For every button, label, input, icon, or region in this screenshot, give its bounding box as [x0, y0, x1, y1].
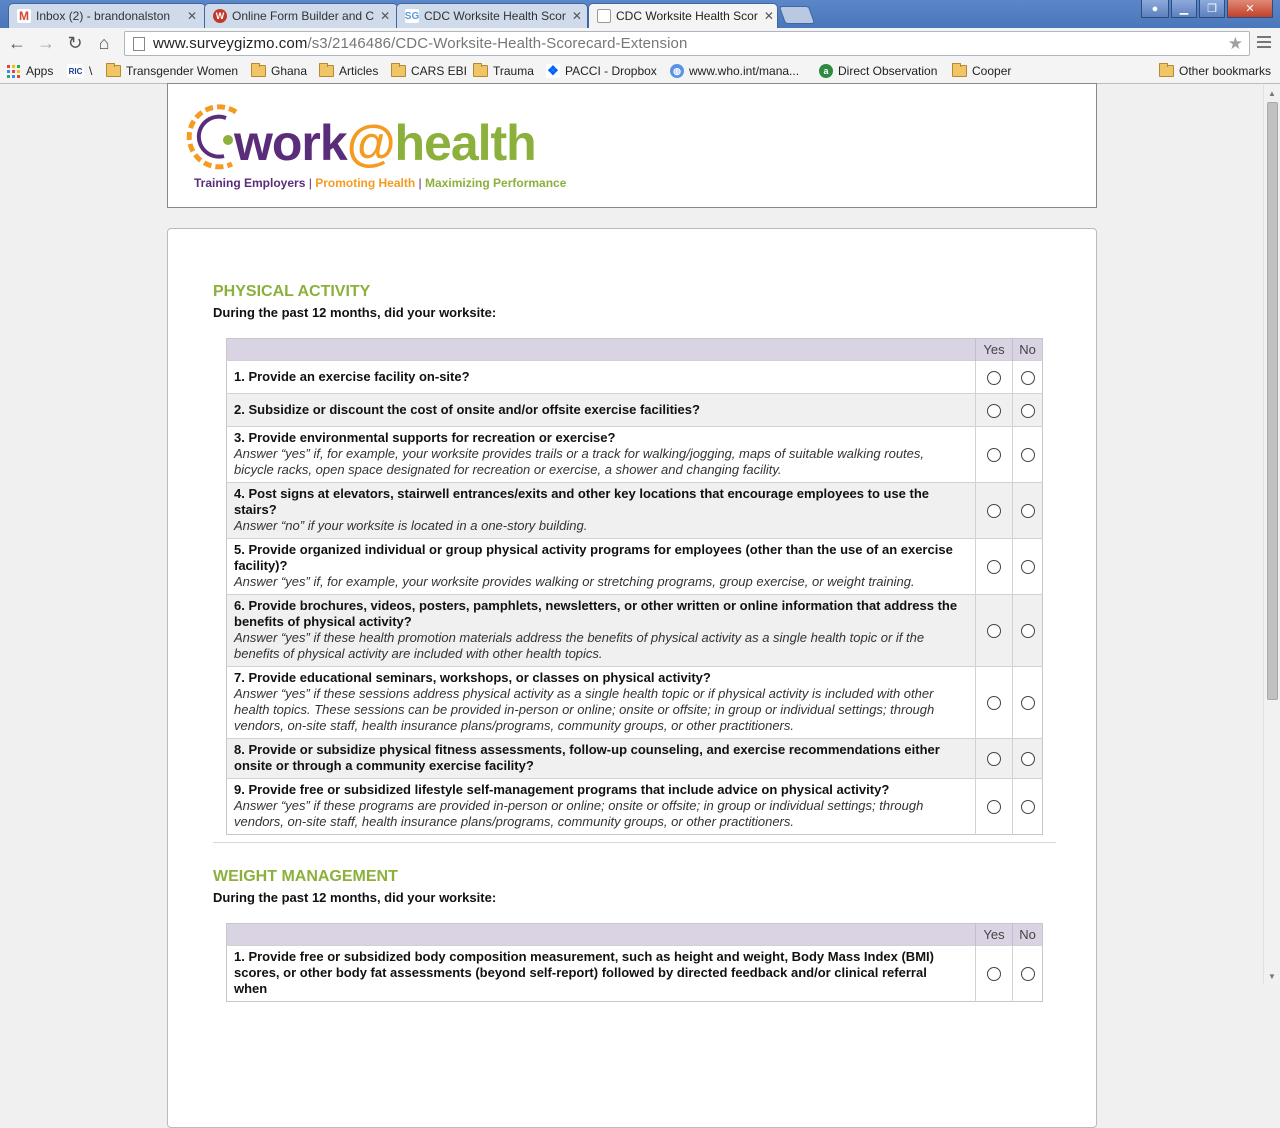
logo-wordmark: work@health [234, 115, 536, 171]
question-cell: 1. Provide an exercise facility on-site? [227, 361, 976, 394]
tab-title: Online Form Builder and C [232, 9, 375, 23]
no-option[interactable] [1013, 394, 1043, 427]
no-radio[interactable] [1021, 448, 1035, 462]
yes-option[interactable] [976, 595, 1013, 667]
scrollbar-thumb[interactable] [1267, 102, 1278, 700]
folder-icon [391, 65, 406, 77]
question-cell: 5. Provide organized individual or group physical activity programs for employees (other than the use of an exercise facility)? Answer “yes” if, for example, your worksite provides walking or stretching programs, group exercise, or weight training. [227, 539, 976, 595]
close-icon[interactable]: ✕ [186, 9, 197, 23]
window-close-button[interactable]: ✕ [1227, 0, 1273, 18]
no-radio[interactable] [1021, 696, 1035, 710]
surveygizmo-icon: SG [404, 10, 420, 22]
vertical-scrollbar[interactable] [1263, 85, 1280, 984]
yes-option[interactable] [976, 483, 1013, 539]
table-row [227, 595, 1043, 667]
no-radio[interactable] [1021, 371, 1035, 385]
close-icon[interactable]: ✕ [380, 9, 391, 23]
no-option[interactable] [1013, 595, 1043, 667]
no-radio[interactable] [1021, 967, 1035, 981]
dropbox-icon: ❖ [547, 63, 559, 78]
bookmark-ghana[interactable]: Ghana [251, 62, 307, 80]
no-option[interactable] [1013, 539, 1043, 595]
no-option[interactable] [1013, 739, 1043, 779]
menu-icon[interactable] [1257, 36, 1271, 51]
physical-activity-table [226, 338, 1043, 835]
browser-toolbar [0, 28, 1280, 58]
yes-column-header: Yes [976, 924, 1013, 946]
scroll-down-icon[interactable]: ▼ [1268, 971, 1276, 981]
question-cell: 3. Provide environmental supports for recreation or exercise? Answer “yes” if, for example, your worksite provides trails or a track for walking/jogging, maps of suitable walking routes, bicycle racks, open space designated for recreation or exercise, a shower and changing facility. [227, 427, 976, 483]
question-cell: 6. Provide brochures, videos, posters, pamphlets, newsletters, or other written or online information that address the benefits of physical activity? Answer “yes” if these health promotion materials address the benefits of physical activity as a single health topic or if the benefits of physical activity are included with other health topics. [227, 595, 976, 667]
bookmark-transgender-women[interactable]: Transgender Women [106, 62, 238, 80]
minimize-button[interactable]: ▁ [1171, 0, 1197, 18]
folder-icon [473, 65, 488, 77]
bookmark-trauma[interactable]: Trauma [473, 62, 534, 80]
page-icon [597, 9, 611, 23]
close-icon[interactable]: ✕ [763, 9, 774, 23]
tab-title: Inbox (2) - brandonalston [36, 9, 171, 23]
yes-option[interactable] [976, 667, 1013, 739]
question-cell: 2. Subsidize or discount the cost of onsite and/or offsite exercise facilities? [227, 394, 976, 427]
maximize-button[interactable]: ❐ [1199, 0, 1225, 18]
yes-option[interactable] [976, 427, 1013, 483]
yes-option[interactable] [976, 946, 1013, 1002]
yes-option[interactable] [976, 779, 1013, 835]
ric-icon: RIC [67, 64, 84, 78]
no-radio[interactable] [1021, 752, 1035, 766]
table-row [227, 779, 1043, 835]
yes-radio[interactable] [987, 696, 1001, 710]
no-radio[interactable] [1021, 404, 1035, 418]
bookmark-cars-ebi[interactable]: CARS EBI [391, 62, 467, 80]
survey-body [167, 228, 1097, 1128]
no-option[interactable] [1013, 483, 1043, 539]
page-viewport [0, 85, 1263, 996]
folder-icon [319, 65, 334, 77]
section-title-physical-activity: PHYSICAL ACTIVITY [213, 283, 371, 300]
table-row [227, 483, 1043, 539]
yes-radio[interactable] [987, 504, 1001, 518]
site-a-icon: a [819, 64, 833, 78]
tab-title: CDC Worksite Health Scor [616, 9, 758, 23]
folder-icon [251, 65, 266, 77]
yes-radio[interactable] [987, 752, 1001, 766]
no-option[interactable] [1013, 427, 1043, 483]
yes-radio[interactable] [987, 624, 1001, 638]
url-text: www.surveygizmo.com/s3/2146486/CDC-Worksite-Health-Scorecard-Extension [153, 35, 688, 52]
yes-radio[interactable] [987, 560, 1001, 574]
tab-title: CDC Worksite Health Scor [424, 9, 566, 23]
section-subtitle: During the past 12 months, did your worksite: [213, 305, 497, 320]
bookmark-ric[interactable]: RIC \ [68, 64, 93, 78]
no-option[interactable] [1013, 361, 1043, 394]
yes-radio[interactable] [987, 448, 1001, 462]
no-radio[interactable] [1021, 504, 1035, 518]
page-icon [133, 37, 145, 51]
folder-icon [952, 65, 967, 77]
table-row [227, 946, 1043, 1002]
scroll-up-icon[interactable]: ▲ [1268, 88, 1276, 98]
close-icon[interactable]: ✕ [571, 9, 582, 23]
bookmark-star-icon[interactable]: ★ [1227, 34, 1243, 53]
bookmark-cooper[interactable]: Cooper [952, 62, 1011, 80]
table-row [227, 667, 1043, 739]
no-radio[interactable] [1021, 624, 1035, 638]
folder-icon [1159, 65, 1174, 77]
yes-option[interactable] [976, 539, 1013, 595]
who-icon: ◍ [670, 64, 684, 78]
question-header [227, 924, 976, 946]
bookmark-articles[interactable]: Articles [319, 62, 378, 80]
yes-option[interactable] [976, 394, 1013, 427]
no-column-header: No [1013, 924, 1043, 946]
question-cell: 4. Post signs at elevators, stairwell entrances/exits and other key locations that encourage employees to use the stairs? Answer “no” if your worksite is located in a one-story building. [227, 483, 976, 539]
yes-radio[interactable] [987, 967, 1001, 981]
no-column-header: No [1013, 339, 1043, 361]
address-bar[interactable] [124, 31, 1250, 56]
reload-icon[interactable]: ↻ [67, 32, 83, 53]
home-icon[interactable]: ⌂ [98, 32, 110, 53]
table-row [227, 427, 1043, 483]
wufoo-icon: W [213, 9, 227, 23]
tab-active[interactable] [588, 3, 778, 28]
section-divider [213, 842, 1056, 843]
survey-header [167, 83, 1097, 208]
yes-option[interactable] [976, 361, 1013, 394]
table-row [227, 539, 1043, 595]
user-icon[interactable]: ● [1141, 0, 1169, 18]
section-title-weight-management: WEIGHT MANAGEMENT [213, 868, 398, 885]
table-row [227, 739, 1043, 779]
bookmark-direct-observation[interactable]: a Direct Observation [819, 62, 937, 80]
table-row [227, 361, 1043, 394]
yes-radio[interactable] [987, 404, 1001, 418]
no-option[interactable] [1013, 779, 1043, 835]
folder-icon [106, 65, 121, 77]
bookmark-apps[interactable]: Apps [7, 62, 53, 80]
no-radio[interactable] [1021, 800, 1035, 814]
table-row [227, 394, 1043, 427]
yes-radio[interactable] [987, 800, 1001, 814]
no-option[interactable] [1013, 946, 1043, 1002]
tab-wufoo[interactable] [204, 3, 398, 28]
browser-titlebar [0, 0, 1280, 28]
bookmark-who[interactable]: ◍ www.who.int/mana... [670, 62, 799, 80]
gmail-icon: M [19, 9, 29, 23]
bookmark-pacci-dropbox[interactable]: ❖ PACCI - Dropbox [547, 63, 657, 78]
bookmark-other-bookmarks[interactable]: Other bookmarks [1159, 62, 1271, 80]
question-cell: 8. Provide or subsidize physical fitness assessments, follow-up counseling, and exercise recommendations either onsite or through a community exercise facility? [227, 739, 976, 779]
back-icon[interactable]: ← [8, 32, 26, 53]
yes-column-header: Yes [976, 339, 1013, 361]
apps-icon [7, 65, 20, 78]
question-cell: 9. Provide free or subsidized lifestyle self-management programs that include advice on physical activity? Answer “yes” if these programs are provided in-person or online; onsite or offsite; in group or individual settings; through vendors, on-site staff, health insurance plans/programs, community groups, or other practitioners. [227, 779, 976, 835]
bookmarks-bar [0, 58, 1280, 84]
weight-management-table [226, 923, 1043, 1002]
tab-gmail[interactable] [8, 3, 206, 28]
forward-icon[interactable]: → [37, 32, 55, 53]
work-at-health-logo [182, 98, 582, 194]
question-cell: 1. Provide free or subsidized body composition measurement, such as height and weight, Body Mass Index (BMI) scores, or other body fat assessments (beyond self-report) followed by directed feedback and/or clinical referral when [227, 946, 976, 1002]
section-subtitle: During the past 12 months, did your worksite: [213, 890, 497, 905]
question-header [227, 339, 976, 361]
tab-surveygizmo[interactable] [396, 3, 588, 28]
no-option[interactable] [1013, 667, 1043, 739]
new-tab-button[interactable] [779, 6, 816, 24]
no-radio[interactable] [1021, 560, 1035, 574]
question-cell: 7. Provide educational seminars, workshops, or classes on physical activity? Answer “yes” if these sessions address physical activity as a single health topic or if physical activity is included with other health topics. These sessions can be provided in-person or online; onsite or offsite; in group or individual settings; through vendors, on-site staff, health insurance plans/programs, community groups, or other practitioners. [227, 667, 976, 739]
logo-tagline: Training Employers | Promoting Health | Maximizing Performance [194, 176, 567, 190]
yes-option[interactable] [976, 739, 1013, 779]
yes-radio[interactable] [987, 371, 1001, 385]
